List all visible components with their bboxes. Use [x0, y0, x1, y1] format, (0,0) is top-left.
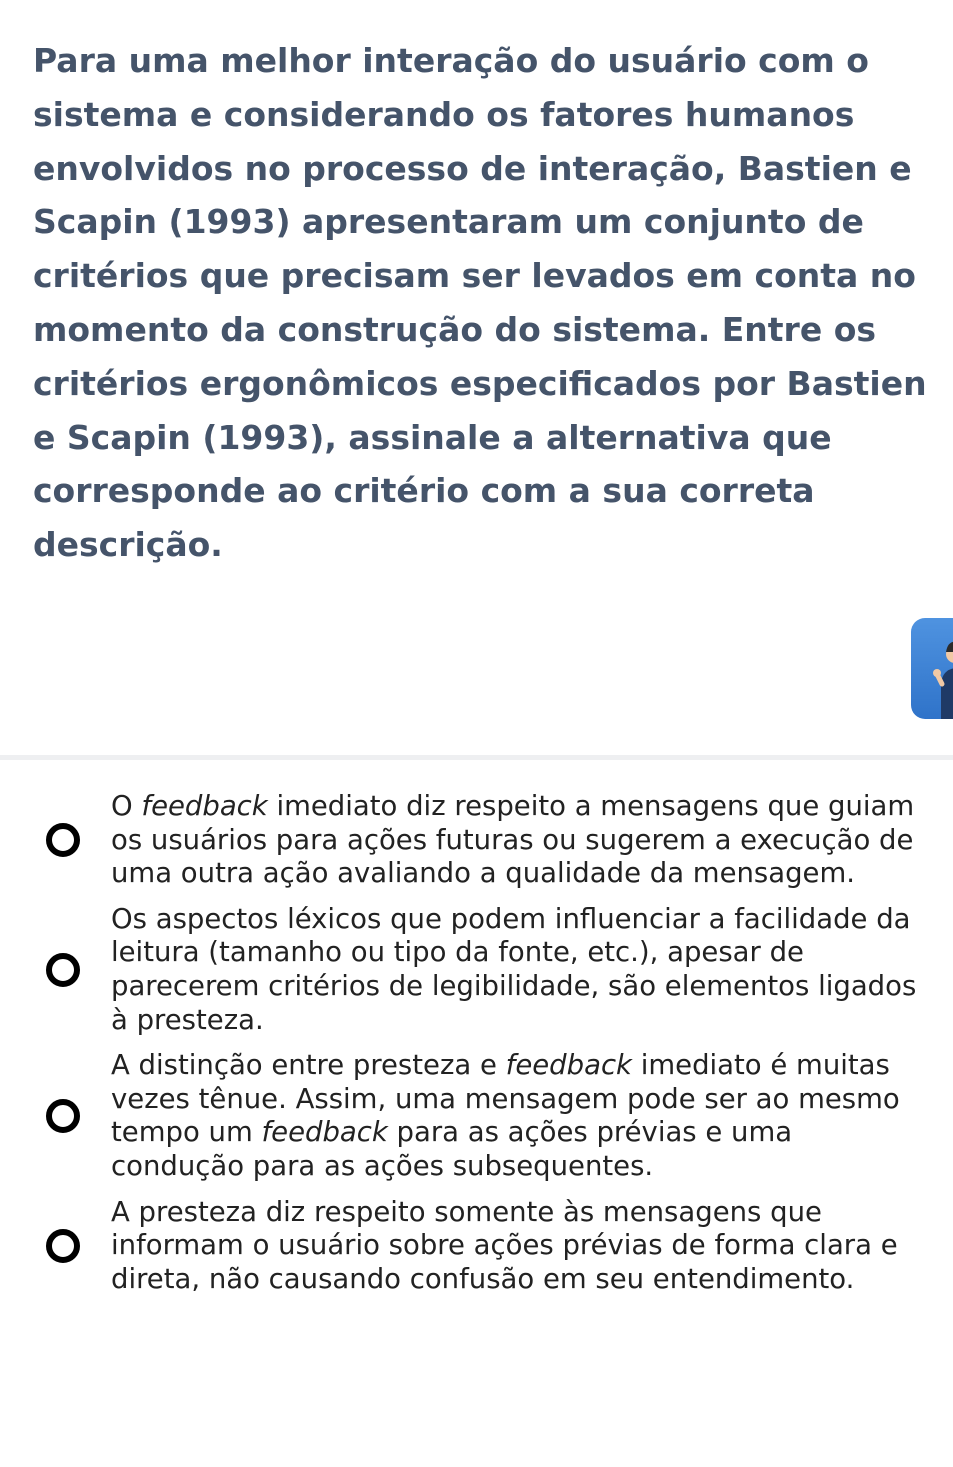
- radio-button[interactable]: [46, 823, 80, 857]
- question-text: Para uma melhor interação do usuário com o sistema e considerando os fatores humanos envolvidos no processo de interação, Bastien e Scapin (1993) apresentaram um conjunto de critérios que precisam ser levados em conta no momento da construção do sistema. Entre os critérios ergonômicos especificados por Bastien e Scapin (1993), assinale a alternativa que corresponde ao critério com a sua correta descrição.: [33, 41, 927, 565]
- radio-button[interactable]: [46, 1099, 80, 1133]
- divider: [0, 755, 953, 760]
- person-waving-icon: [911, 618, 953, 719]
- option-text: A distinção entre presteza e feedback imediato é muitas vezes tênue. Assim, uma mensagem pode ser ao mesmo tempo um feedback para as ações prévias e uma condução para as ações subsequentes.: [111, 1049, 900, 1182]
- answer-options: [0, 790, 953, 1308]
- radio-button[interactable]: [46, 1229, 80, 1263]
- sign-language-helper-button[interactable]: [911, 618, 953, 719]
- answer-option-b[interactable]: [0, 903, 953, 1037]
- option-text: A presteza diz respeito somente às mensagens que informam o usuário sobre ações prévias de forma clara e direta, não causando confusão em seu entendimento.: [111, 1195, 898, 1295]
- answer-option-c[interactable]: [0, 1049, 953, 1183]
- option-text: Os aspectos léxicos que podem influenciar a facilidade da leitura (tamanho ou tipo da fonte, etc.), apesar de parecerem critérios de legibilidade, são elementos ligados à presteza.: [111, 902, 917, 1036]
- radio-button[interactable]: [46, 953, 80, 987]
- option-text: O feedback imediato diz respeito a mensagens que guiam os usuários para ações futuras ou sugerem a execução de uma outra ação avaliando a qualidade da mensagem.: [111, 790, 915, 890]
- answer-option-d[interactable]: [0, 1196, 953, 1297]
- answer-option-a[interactable]: [0, 790, 953, 891]
